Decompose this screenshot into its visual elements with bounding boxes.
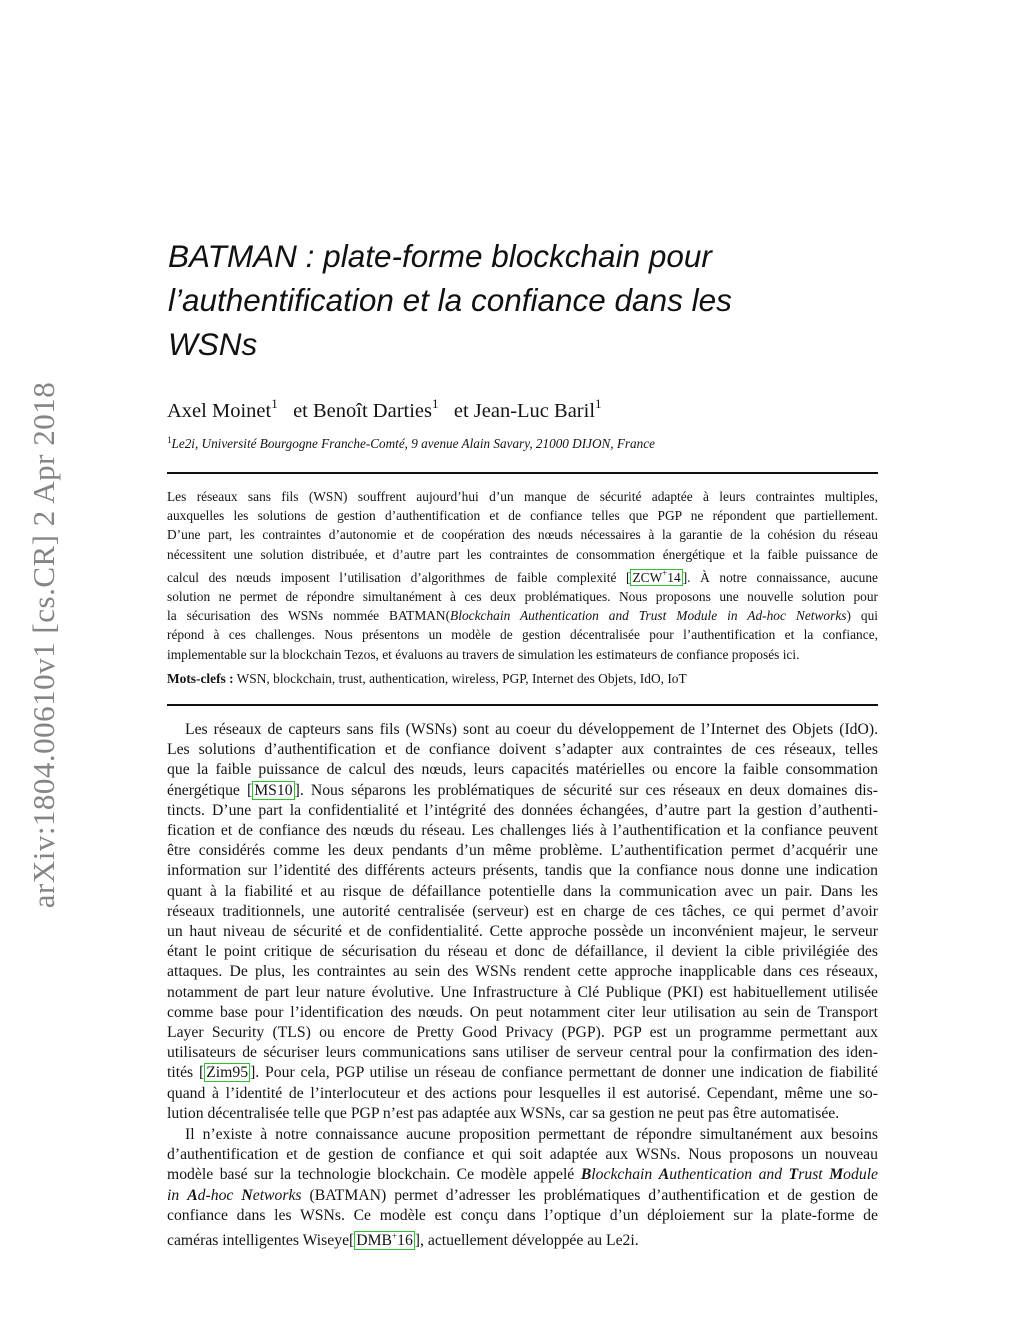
affiliation-marker: 1 — [271, 396, 278, 411]
paragraph-line — [167, 1186, 878, 1206]
affiliation — [167, 429, 887, 455]
abstract — [167, 487, 878, 664]
acronym-letter: T — [788, 1166, 799, 1184]
paragraph-line: réseaux traditionnels, une autorité centralisée (serveur) est en charge de ces tâches, ce qui permet d’avoir — [167, 902, 878, 920]
acronym-text: rust — [798, 1166, 830, 1184]
paragraph-line: tités [ Zim95 ]. Pour cela, PGP utilise un réseau de confiance permettant de donner une indication de fiabilité — [167, 1064, 878, 1082]
paragraph-text: tités — [167, 1064, 199, 1082]
paragraph-line: d’authentification et de gestion de confiance et qui soit adaptée aux WSNs. Nous proposons un nouveau — [167, 1146, 878, 1164]
paragraph-line: quant à la fiabilité et au risque de défaillance potentielle dans la communication avec un pair. Dans les — [167, 882, 878, 900]
paragraph-line: caméras intelligentes Wiseye[ DMB+16 ], actuellement développée au Le2i. — [167, 1231, 639, 1250]
acronym-letter: A — [187, 1186, 198, 1204]
abstract-top-rule — [167, 472, 878, 474]
citation-key: ZCW — [632, 569, 663, 585]
author-name: Axel Moinet — [167, 400, 272, 422]
abstract-line: D’une part, les contraintes d’autonomie et de coopération des nœuds nécessaires à la garantie de la cohésion du réseau — [167, 527, 878, 543]
acronym-letter: A — [658, 1166, 670, 1184]
citation-sup: + — [662, 567, 668, 578]
abstract-line: nécessitent une solution distribuée, et d’autre part les contraintes de consommation énergétique et la faible puissance de — [167, 546, 878, 562]
paragraph-line: notamment de part leur nature évolutive. Une Infrastructure à Clé Publique (PKI) est habituellement utilisée — [167, 983, 878, 1001]
paragraph-line: étant le point critique de sécurisation du réseau et donc de défaillance, il devient la cible privilégiée des — [167, 943, 878, 961]
citation-year: 16 — [397, 1232, 413, 1250]
abstract-text: calcul des nœuds imposent l’utilisation d’algorithmes de faible complexité — [167, 569, 626, 585]
affiliation-marker: 1 — [167, 435, 172, 445]
affiliation-marker: 1 — [431, 396, 439, 411]
paragraph-line: comme base pour l’identification des nœuds. On peut notamment citer leur utilisation au sein de Transport — [167, 1003, 878, 1021]
title-line: l’authentification et la confiance dans les — [168, 282, 732, 318]
paragraph-text: . Nous séparons les problématiques de sécurité sur ces réseaux en deux domaines dis- — [299, 781, 878, 799]
paragraph-line: attaques. De plus, les contraintes au sein des WSNs rendent cette approche inapplicable dans ces réseaux, — [167, 963, 878, 981]
citation-sup: + — [392, 1231, 398, 1242]
citation-link[interactable] — [354, 1231, 415, 1250]
keywords — [167, 669, 878, 689]
acronym-text: in — [167, 1186, 188, 1204]
acronym-text: etworks — [252, 1186, 302, 1204]
abstract-line: implementable sur la blockchain Tezos, et évaluons au travers de simulation les estimateurs de confiance proposés ici. — [167, 646, 800, 662]
author-list — [167, 389, 887, 426]
paragraph-line — [167, 1165, 878, 1185]
acronym-text: d-hoc — [197, 1186, 242, 1204]
arxiv-identifier-stamp: arXiv:1804.00610v1 [cs.CR] 2 Apr 2018 — [26, 381, 61, 909]
abstract-text: ) qui — [846, 608, 879, 624]
paragraph-text: . Pour cela, PGP utilise un réseau de confiance permettant de donner une indication de fiabilité — [255, 1064, 878, 1082]
paragraph-line: Layer Security (TLS) ou encore de Pretty Good Privacy (PGP). PGP est un programme permettant aux — [167, 1024, 878, 1042]
paragraph-line: être considérés comme les deux pendants d’un même problème. L’authentification permet d’acquérir une — [167, 842, 878, 860]
paragraph-line: Il n’existe à notre connaissance aucune proposition permettant de répondre simultanément aux besoins — [185, 1126, 878, 1144]
paragraph-line: un haut niveau de sécurité et de confidentialité. Cette approche possède un inconvénient majeur, le serveur — [167, 923, 878, 941]
author-name: et Benoît Darties — [293, 400, 432, 422]
citation-key: DMB — [356, 1232, 393, 1250]
affiliation-marker: 1 — [595, 396, 602, 411]
citation-year: 14 — [667, 569, 681, 585]
affiliation-text: Le2i, Université Bourgogne Franche-Comté, 9 avenue Alain Savary, 21000 DIJON, France — [171, 436, 655, 451]
keywords-label: Mots-clefs : — [167, 671, 234, 686]
paragraph-text: (BATMAN) permet d’adresser les problématiques d’authentification et de gestion de — [301, 1186, 879, 1204]
paragraph-line: que la faible puissance de calcul des nœuds, leurs capacités matérielles ou encore la faible consommation — [167, 761, 878, 779]
keywords-text: WSN, blockchain, trust, authentication, wireless, PGP, Internet des Objets, IdO, IoT — [233, 671, 687, 686]
paragraph-line: information sur l’identité des différents acteurs présents, tandis que la confiance nous donne une indication — [167, 862, 878, 880]
abstract-line — [167, 606, 878, 625]
citation-link[interactable]: Zim95 — [206, 1064, 249, 1082]
paper-title — [168, 234, 868, 366]
citation-link[interactable]: MS10 — [254, 781, 293, 799]
paragraph-line: tincts. D’une part la confidentialité et l’intégrité des données échangées, d’autre part la gestion d’authenti- — [167, 801, 878, 819]
abstract-line: auxquelles les solutions de gestion d’authentification et de confiance telles que PGP ne répondent que partiellement. — [167, 508, 878, 524]
paragraph-line: confiance dans les WSNs. Ce modèle est conçu dans l’optique d’un déploiement sur la plate-forme de — [167, 1206, 878, 1224]
citation-link[interactable] — [630, 569, 682, 586]
paragraph-text: énergétique — [167, 781, 247, 799]
paragraph-line: lution décentralisée telle que PGP n’est pas adaptée aux WSNs, car sa gestion ne peut pas être automatisée. — [167, 1104, 840, 1122]
acronym-text: uthentication and — [669, 1166, 789, 1184]
acronym-expansion: Blockchain Authentication and Trust Module in Ad-hoc Networks — [450, 608, 847, 624]
acronym-letter: N — [241, 1186, 253, 1204]
paragraph-line: Les solutions d’authentification et de confiance doivent s’adapter aux contraintes de ces réseaux, telles — [167, 741, 878, 759]
acronym-letter: B — [580, 1166, 592, 1184]
title-line: BATMAN : plate-forme blockchain pour — [168, 238, 712, 274]
body-text — [167, 720, 878, 1251]
abstract-text: la sécurisation des WSNs nommée BATMAN( — [167, 608, 451, 624]
paragraph-line: Les réseaux de capteurs sans fils (WSNs) sont au coeur du développement de l’Internet des Objets (IdO). — [185, 721, 878, 738]
abstract-line: répond à ces challenges. Nous présentons un modèle de gestion décentralisée pour l’authentification et la confiance, — [167, 627, 878, 643]
paragraph-line: quand à l’identité de l’interlocuteur et des actions pour lesquelles il est autorisé. Cependant, même une so- — [167, 1084, 878, 1102]
paragraph-text: caméras intelligentes Wiseye — [167, 1232, 350, 1250]
paragraph-text: modèle basé sur la technologie blockchain. Ce modèle appelé — [167, 1166, 581, 1184]
abstract-bottom-rule — [167, 704, 878, 706]
acronym-text: odule — [843, 1166, 879, 1184]
title-line: WSNs — [168, 326, 258, 362]
abstract-line: Les réseaux sans fils (WSN) souffrent aujourd’hui d’un manque de sécurité adaptée à leurs contraintes multiples, — [167, 489, 878, 504]
paragraph-text: , actuellement développée au Le2i. — [420, 1232, 639, 1250]
acronym-letter: M — [829, 1166, 844, 1184]
abstract-line: calcul des nœuds imposent l’utilisation d’algorithmes de faible complexité [ ZCW+14 ]. À notre connaissance, aucune — [167, 567, 878, 585]
abstract-text: . À notre connaissance, aucune — [687, 569, 878, 585]
author-name: et Jean-Luc Baril — [453, 400, 596, 422]
acronym-text: lockchain — [591, 1166, 659, 1184]
abstract-line: solution ne permet de répondre simultanément à ces deux problématiques. Nous proposons une nouvelle solution pour — [167, 589, 878, 605]
paragraph-line: énergétique [ MS10 ]. Nous séparons les problématiques de sécurité sur ces réseaux en deux domaines dis- — [167, 781, 878, 799]
paragraph-line: utilisateurs de sécuriser leurs communications sans utiliser de serveur central pour la confirmation des iden- — [167, 1044, 878, 1062]
paragraph-line: fication et de confiance des nœuds du réseau. Les challenges liés à l’authentification et la confiance peuvent — [167, 822, 878, 840]
